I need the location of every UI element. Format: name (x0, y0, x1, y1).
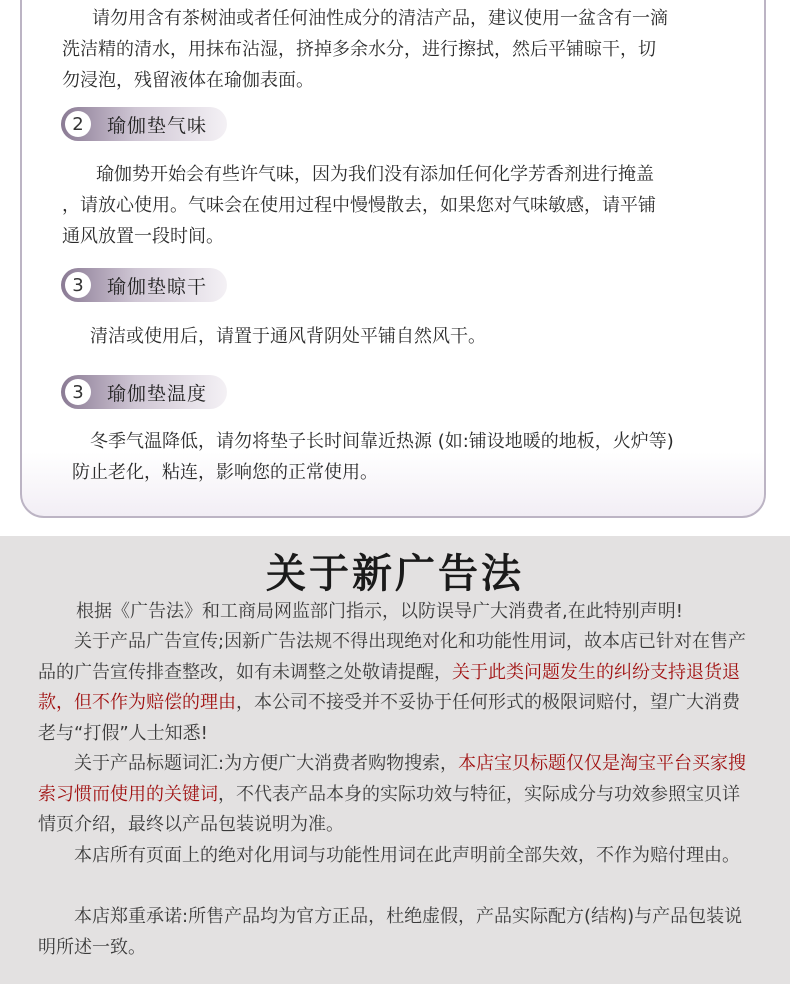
section-number-badge: 3 (65, 379, 91, 405)
notice-title: 关于新广告法 (266, 551, 524, 597)
section-number-badge: 2 (65, 111, 91, 137)
section-header-temperature (61, 375, 227, 409)
notice-paragraph-4 (38, 841, 754, 872)
notice-p2-text: 关于产品广告宣传;因新广告法规不得出现绝对化和功能性用词，故本店已针对在售产品的广告宣传排查整改，如有未调整之处敬请提醒， (38, 631, 747, 683)
cleaning-line-2: 洗洁精的清水，用抹布沾湿，挤掉多余水分，进行擦拭，然后平铺晾干，切 (62, 39, 656, 60)
notice-p1-text: 根据《广告法》和工商局网监部门指示，以防误导广大消费者,在此特别声明! (76, 601, 683, 622)
notice-paragraph-3 (38, 749, 754, 841)
cleaning-line-1: 请勿用含有茶树油或者任何油性成分的清洁产品，建议使用一盆含有一滴 (92, 8, 668, 29)
section-header-odor (61, 107, 227, 141)
notice-p4-text: 本店所有页面上的绝对化用词与功能性用词在此声明前全部失效，不作为赔付理由。 (74, 845, 740, 866)
odor-line-2: ，请放心使用。气味会在使用过程中慢慢散去，如果您对气味敏感，请平铺 (62, 195, 656, 216)
section-number-badge: 3 (65, 272, 91, 298)
section-title: 瑜伽垫气味 (107, 114, 208, 137)
notice-p5-text: 本店郑重承诺:所售产品均为官方正品，杜绝虚假，产品实际配方(结构)与产品包装说明所述一致。 (38, 906, 743, 958)
ad-law-notice (0, 536, 790, 984)
odor-line-1: 瑜伽势开始会有些许气味，因为我们没有添加任何化学芳香剂进行掩盖 (96, 164, 654, 185)
cleaning-paragraph (62, 3, 752, 96)
section-title: 瑜伽垫晾干 (107, 275, 208, 298)
notice-paragraph-2 (38, 627, 754, 749)
notice-p2-highlight: 关于此类问题发生的纠纷支持退货退款，但不作为赔偿的理由 (38, 661, 740, 713)
notice-p3-text: 关于产品标题词汇:为方便广大消费者购物搜索， (74, 753, 459, 774)
notice-paragraph-5 (38, 902, 754, 963)
notice-paragraph-1 (38, 597, 754, 628)
section-title: 瑜伽垫温度 (107, 382, 208, 405)
notice-p3-text-end: ，不代表产品本身的实际功效与特征，实际成分与功效参照宝贝详情页介绍，最终以产品包装说明为准。 (38, 783, 740, 835)
odor-paragraph (62, 159, 752, 252)
temperature-line-1: 冬季气温降低，请勿将垫子长时间靠近热源 (如:铺设地暖的地板，火炉等) (90, 431, 674, 452)
temperature-line-2: 防止老化，粘连，影响您的正常使用。 (72, 462, 378, 483)
notice-p2-text-end: ，本公司不接受并不妥协于任何形式的极限词赔付，望广大消费老与“打假”人士知悉! (38, 692, 740, 744)
odor-line-3: 通风放置一段时间。 (62, 226, 224, 247)
section-header-drying (61, 268, 227, 302)
notice-p3-highlight: 本店宝贝标题仅仅是淘宝平台买家搜索习惯而使用的关键词 (38, 753, 747, 805)
cleaning-line-3: 勿浸泡，残留液体在瑜伽表面。 (62, 70, 314, 91)
drying-paragraph (90, 321, 750, 352)
temperature-paragraph (72, 426, 762, 488)
drying-line-1: 清洁或使用后，请置于通风背阴处平铺自然风干。 (90, 326, 486, 347)
